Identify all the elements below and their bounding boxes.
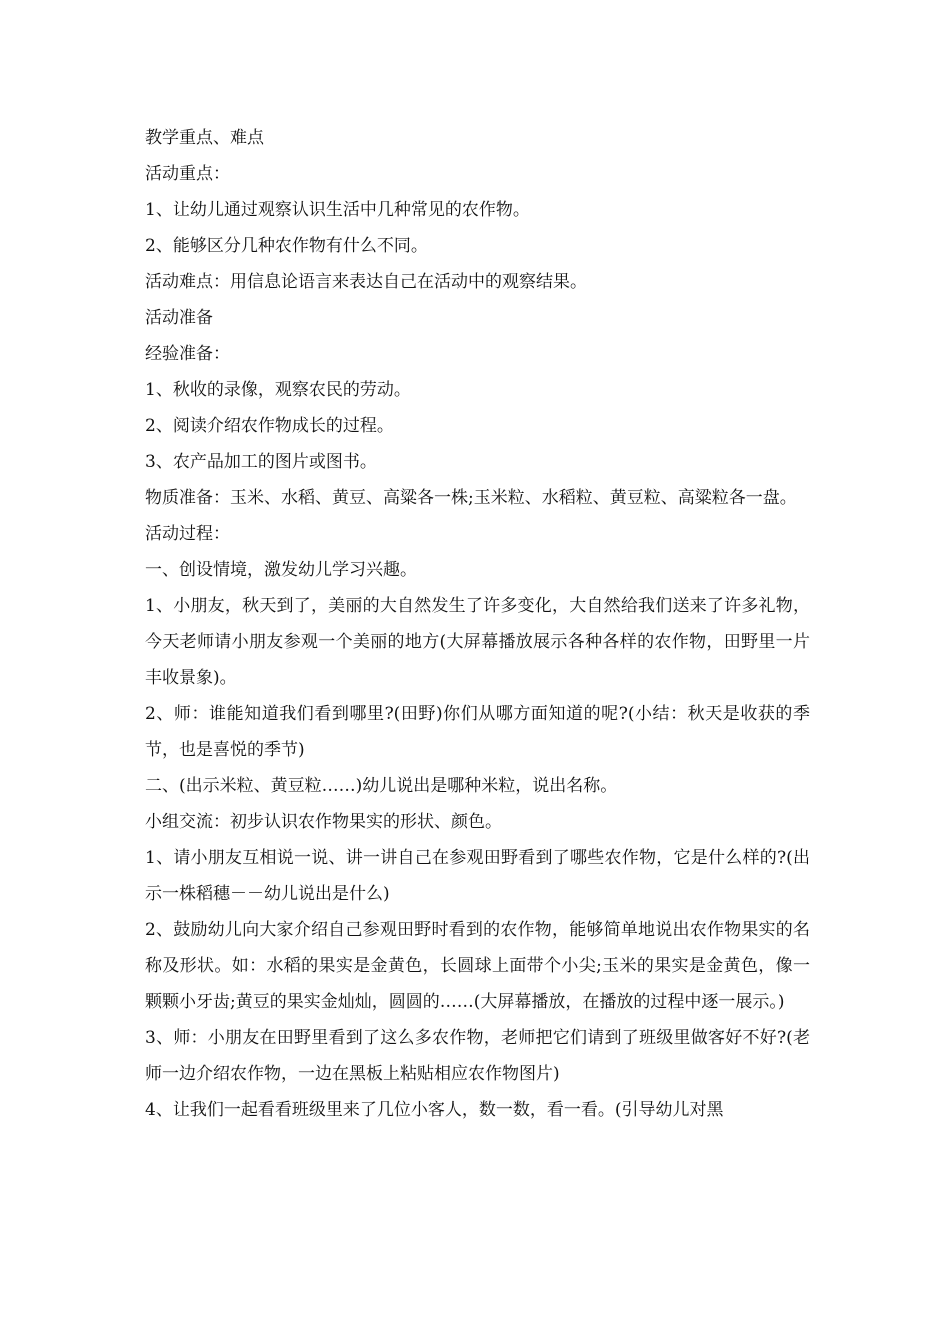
paragraph: 二、(出示米粒、黄豆粒……)幼儿说出是哪种米粒，说出名称。 (145, 776, 618, 796)
paragraph: 3、师：小朋友在田野里看到了这么多农作物，老师把它们请到了班级里做客好不好?(老师一边介绍农作物，一边在黑板上粘贴相应农作物图片) (145, 1028, 810, 1084)
paragraph: 一、创设情境，激发幼儿学习兴趣。 (145, 560, 417, 580)
paragraph: 物质准备：玉米、水稻、黄豆、高粱各一株;玉米粒、水稻粒、黄豆粒、高粱粒各一盘。 (145, 488, 797, 508)
paragraph: 2、能够区分几种农作物有什么不同。 (145, 236, 428, 256)
subheading-experience-preparation: 经验准备： (145, 344, 230, 364)
paragraph: 1、秋收的录像，观察农民的劳动。 (145, 380, 411, 400)
paragraph: 1、请小朋友互相说一说、讲一讲自己在参观田野看到了哪些农作物，它是什么样的?(出示一株稻穗－－幼儿说出是什么) (145, 848, 810, 904)
paragraph: 4、让我们一起看看班级里来了几位小客人，数一数，看一看。(引导幼儿对黑 (145, 1100, 724, 1120)
heading-key-points: 教学重点、难点 (145, 128, 264, 148)
heading-activity-process: 活动过程： (145, 524, 230, 544)
paragraph: 2、师：谁能知道我们看到哪里?(田野)你们从哪方面知道的呢?(小结：秋天是收获的季节，也是喜悦的季节) (145, 704, 810, 760)
document-body (145, 120, 810, 1128)
paragraph: 2、阅读介绍农作物成长的过程。 (145, 416, 394, 436)
paragraph: 2、鼓励幼儿向大家介绍自己参观田野时看到的农作物，能够简单地说出农作物果实的名称及形状。如：水稻的果实是金黄色，长圆球上面带个小尖;玉米的果实是金黄色，像一颗颗小牙齿;黄豆的果实金灿灿，圆圆的……(大屏幕播放，在播放的过程中逐一展示。) (145, 920, 810, 1012)
paragraph: 1、让幼儿通过观察认识生活中几种常见的农作物。 (145, 200, 530, 220)
paragraph: 小组交流：初步认识农作物果实的形状、颜色。 (145, 812, 502, 832)
paragraph: 活动难点：用信息论语言来表达自己在活动中的观察结果。 (145, 272, 587, 292)
paragraph: 3、农产品加工的图片或图书。 (145, 452, 377, 472)
heading-activity-preparation: 活动准备 (145, 308, 213, 328)
paragraph: 1、小朋友，秋天到了，美丽的大自然发生了许多变化，大自然给我们送来了许多礼物，今天老师请小朋友参观一个美丽的地方(大屏幕播放展示各种各样的农作物，田野里一片丰收景象)。 (145, 596, 810, 688)
subheading-activity-focus: 活动重点： (145, 164, 230, 184)
